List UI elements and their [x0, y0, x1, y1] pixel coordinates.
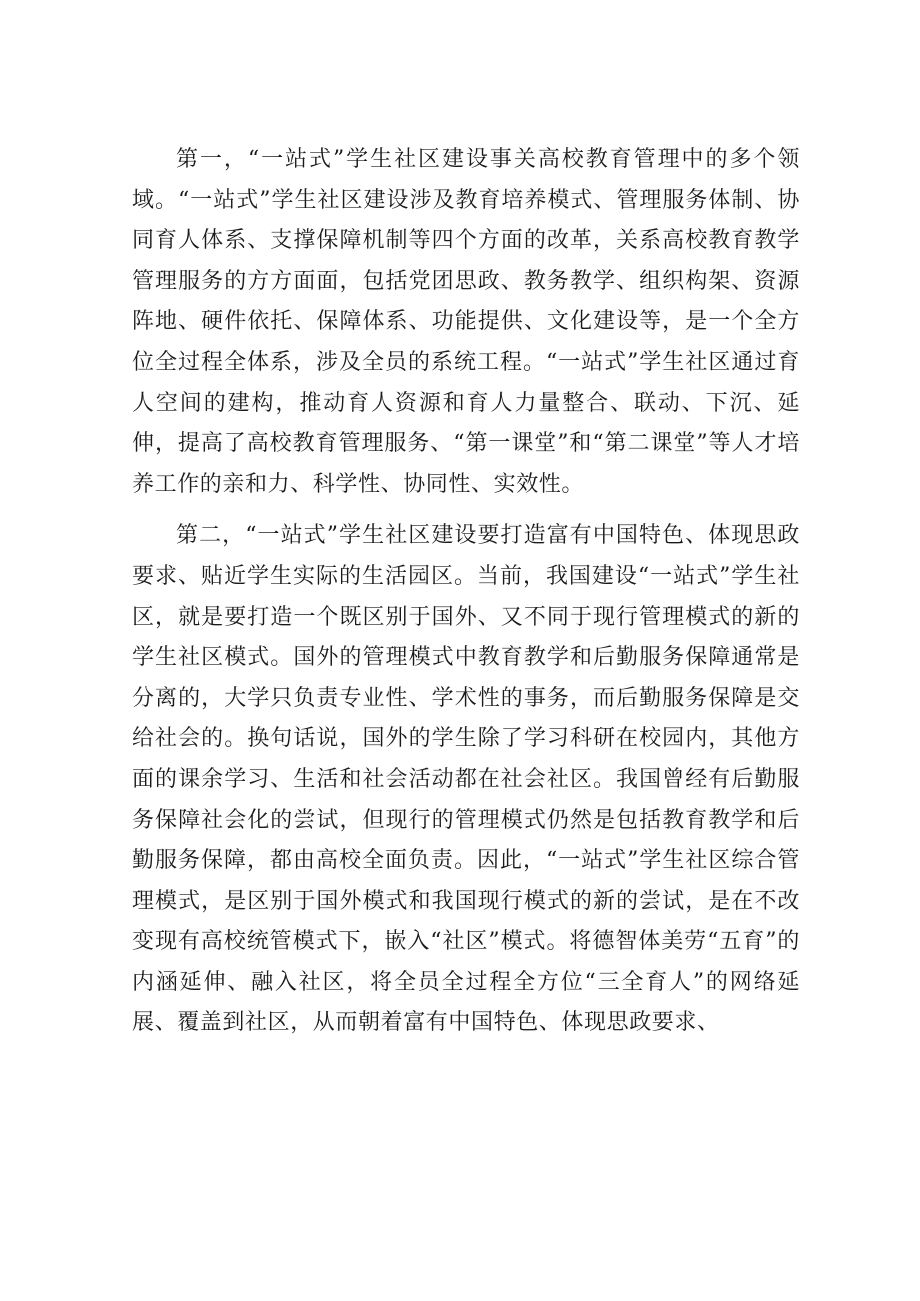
- document-body: [132, 140, 800, 1044]
- paragraph-1: 第一，“一站式”学生社区建设事关高校教育管理中的多个领域。“一站式”学生社区建设涉及教育培养模式、管理服务体制、协同育人体系、支撑保障机制等四个方面的改革，关系高校教育教学管理服务的方方面面，包括党团思政、教务教学、组织构架、资源阵地、硬件依托、保障体系、功能提供、文化建设等，是一个全方位全过程全体系，涉及全员的系统工程。“一站式”学生社区通过育人空间的建构，推动育人资源和育人力量整合、联动、下沉、延伸，提高了高校教育管理服务、“第一课堂”和“第二课堂”等人才培养工作的亲和力、科学性、协同性、实效性。: [132, 147, 800, 497]
- paragraph-2: 第二，“一站式”学生社区建设要打造富有中国特色、体现思政要求、贴近学生实际的生活园区。当前，我国建设“一站式”学生社区，就是要打造一个既区别于国外、又不同于现行管理模式的新的学生社区模式。国外的管理模式中教育教学和后勤服务保障通常是分离的，大学只负责专业性、学术性的事务，而后勤服务保障是交给社会的。换句话说，国外的学生除了学习科研在校园内，其他方面的课余学习、生活和社会活动都在社会社区。我国曾经有后勤服务保障社会化的尝试，但现行的管理模式仍然是包括教育教学和后勤服务保障，都由高校全面负责。因此，“一站式”学生社区综合管理模式，是区别于国外模式和我国现行模式的新的尝试，是在不改变现有高校统管模式下，嵌入“社区”模式。将德智体美劳“五育”的内涵延伸、融入社区，将全员全过程全方位“三全育人”的网络延展、覆盖到社区，从而朝着富有中国特色、体现思政要求、: [132, 523, 800, 1036]
